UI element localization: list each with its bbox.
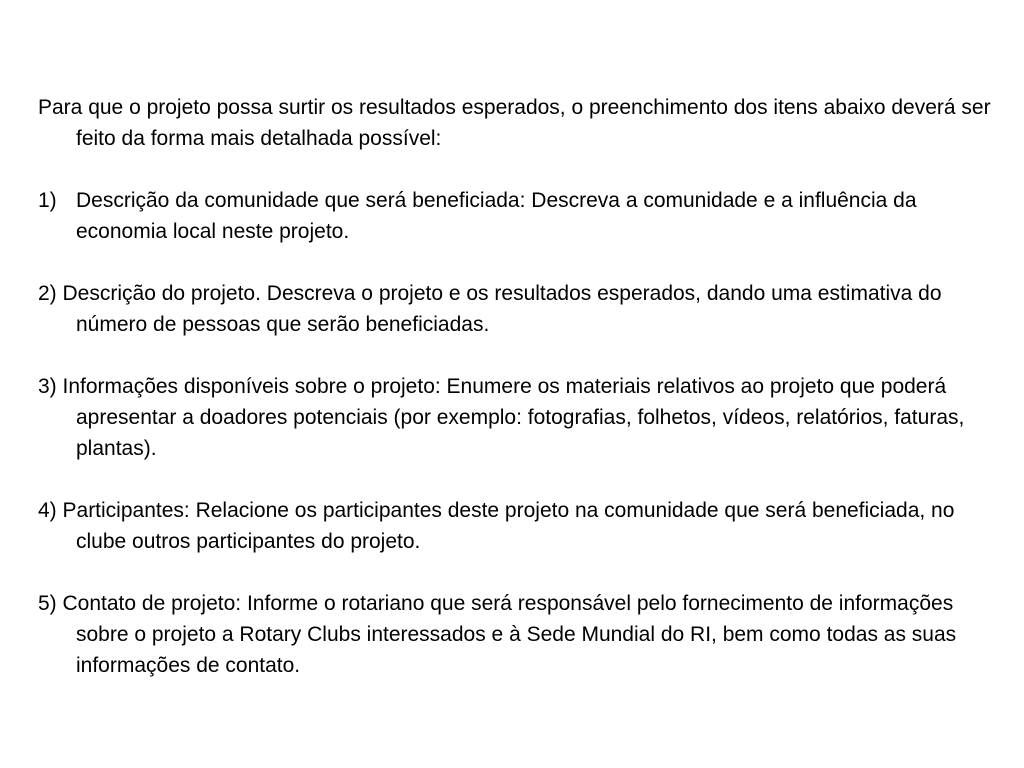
list-item-1-text: Descrição da comunidade que será beneficiada: Descreva a comunidade e a influência da economia local neste projeto. bbox=[76, 189, 917, 243]
list-item-1 bbox=[38, 185, 998, 247]
list-item-2: 2) Descrição do projeto. Descreva o projeto e os resultados esperados, dando uma estimativa do número de pessoas que serão beneficiadas. bbox=[38, 282, 942, 336]
list-item-5: 5) Contato de projeto: Informe o rotariano que será responsável pelo fornecimento de informações sobre o projeto a Rotary Clubs interessados e à Sede Mundial do RI, bem como todas as suas informações de contato. bbox=[38, 592, 957, 677]
slide-content bbox=[38, 92, 998, 681]
list-item-1-number: 1) bbox=[38, 189, 57, 212]
list-item-4: 4) Participantes: Relacione os participantes deste projeto na comunidade que será beneficiada, no clube outros participantes do projeto. bbox=[38, 499, 955, 553]
list-item-3: 3) Informações disponíveis sobre o projeto: Enumere os materiais relativos ao projeto que poderá apresentar a doadores potenciais (por exemplo: fotografias, folhetos, vídeos, relatórios, faturas, plantas). bbox=[38, 375, 965, 460]
intro-paragraph: Para que o projeto possa surtir os resultados esperados, o preenchimento dos itens abaixo deverá ser feito da forma mais detalhada possível: bbox=[38, 96, 991, 150]
